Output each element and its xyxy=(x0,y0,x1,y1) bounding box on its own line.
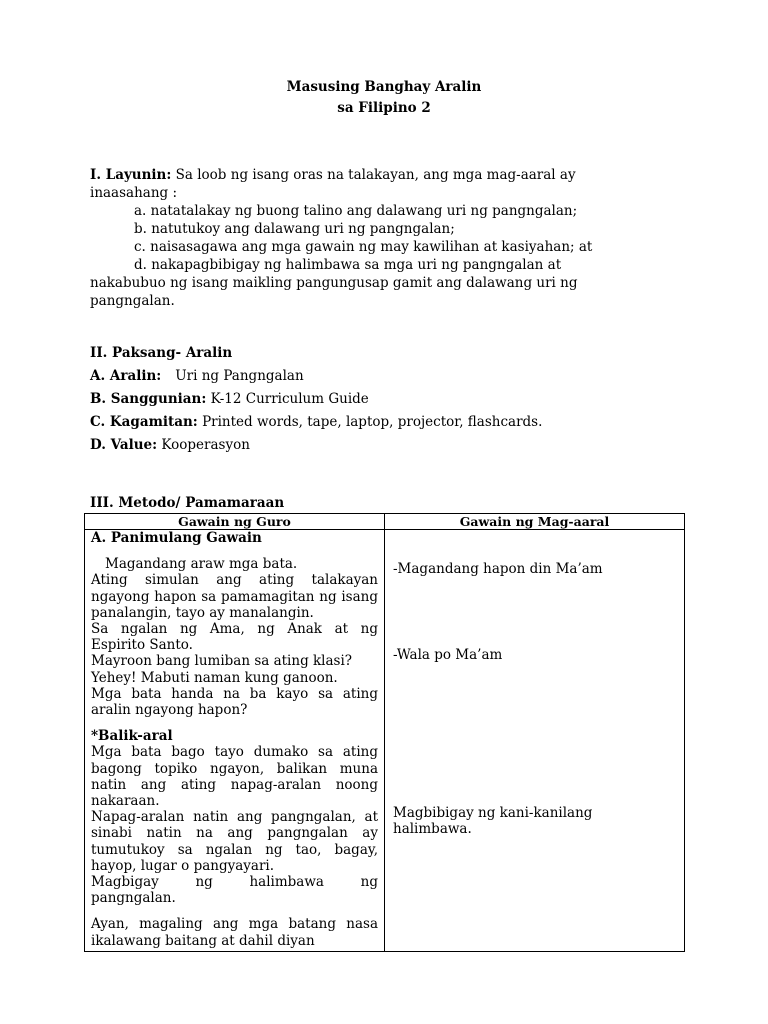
kagamitan-label: C. Kagamitan: xyxy=(90,414,198,430)
balik-paragraph-3-line xyxy=(91,874,378,890)
metodo-heading: III. Metodo/ Pamamaraan xyxy=(90,495,285,511)
kagamitan-line xyxy=(90,414,542,430)
balik-paragraph-1: Mga bata bago tayo dumako sa ating bagong topiko ngayon, balikan muna natin ang ating napag-aralan noong nakaraan. xyxy=(91,744,378,810)
objective-d-cont2: pangngalan. xyxy=(90,293,175,309)
guro-cell xyxy=(85,530,385,952)
response-examples xyxy=(393,805,592,837)
value-value: Kooperasyon xyxy=(157,437,250,453)
word: halimbawa xyxy=(249,874,324,891)
kagamitan-value: Printed words, tape, laptop, projector, flashcards. xyxy=(197,414,543,430)
paksa-heading: II. Paksang- Aralin xyxy=(90,345,233,361)
sanggunian-label: B. Sanggunian: xyxy=(90,391,207,407)
word: ng xyxy=(195,874,213,891)
objective-a: a. natatalakay ng buong talino ang dalawang uri ng pangngalan; xyxy=(134,203,578,219)
layunin-line xyxy=(90,167,576,183)
col-header-magaaral: Gawain ng Mag-aaral xyxy=(385,514,685,530)
document-subtitle: sa Filipino 2 xyxy=(337,100,431,116)
paragraph-sign-of-cross: Sa ngalan ng Ama, ng Anak at ng Espirito Santo. xyxy=(91,621,378,654)
response-greeting: -Magandang hapon din Ma’am xyxy=(393,561,603,577)
magaaral-cell xyxy=(385,530,685,952)
objective-d-cont1: nakabubuo ng isang maikling pangungusap gamit ang dalawang uri ng xyxy=(90,275,578,291)
layunin-intro-cont: inaasahang : xyxy=(90,185,178,201)
word: Magbigay xyxy=(91,874,159,891)
value-line xyxy=(90,437,250,453)
sanggunian-line xyxy=(90,391,369,407)
paragraph-absent: Mayroon bang lumiban sa ating klasi? xyxy=(91,653,353,670)
value-label: D. Value: xyxy=(90,437,158,453)
aralin-line xyxy=(90,368,304,384)
layunin-intro: Sa loob ng isang oras na talakayan, ang mga mag-aaral ay xyxy=(171,167,576,183)
procedure-table xyxy=(84,513,685,952)
table-row xyxy=(85,530,685,952)
paragraph-prayer: Ating simulan ang ating talakayan ngayong hapon sa pamamagitan ng isang panalangin, tayo ay manalangin. xyxy=(91,572,378,621)
balik-paragraph-2: Napag-aralan natin ang pangngalan, at sinabi natin na ang pangngalan ay tumutukoy sa ngalan ng tao, bagay, hayop, lugar o pangyayari. xyxy=(91,809,378,874)
response-examples-line2: halimbawa. xyxy=(393,821,472,837)
col-header-guro: Gawain ng Guro xyxy=(85,514,385,530)
paragraph-ready: Mga bata handa na ba kayo sa ating aralin ngayong hapon? xyxy=(91,685,378,719)
objective-b: b. natutukoy ang dalawang uri ng pangngalan; xyxy=(134,221,455,237)
balik-aral-heading: *Balik-aral xyxy=(91,728,173,745)
greeting: Magandang araw mga bata. xyxy=(105,556,298,573)
objective-c: c. naisasagawa ang mga gawain ng may kawilihan at kasiyahan; at xyxy=(134,239,593,255)
aralin-value: Uri ng Pangngalan xyxy=(175,368,304,384)
document-title: Masusing Banghay Aralin xyxy=(286,79,482,95)
paragraph-yehey: Yehey! Mabuti naman kung ganoon. xyxy=(91,669,338,686)
panimula-heading: A. Panimulang Gawain xyxy=(91,530,262,546)
word: ng xyxy=(360,874,378,891)
response-examples-line1: Magbibigay ng kani-kanilang xyxy=(393,805,593,821)
table-header-row xyxy=(85,514,685,530)
balik-paragraph-3-end: pangngalan. xyxy=(91,890,176,907)
aralin-label: A. Aralin: xyxy=(90,368,162,384)
balik-paragraph-4: Ayan, magaling ang mga batang nasa ikalawang baitang at dahil diyan xyxy=(91,916,378,949)
response-absent: -Wala po Ma’am xyxy=(393,647,503,663)
sanggunian-value: K-12 Curriculum Guide xyxy=(206,391,369,407)
objective-d: d. nakapagbibigay ng halimbawa sa mga uri ng pangngalan at xyxy=(134,257,562,273)
layunin-label: I. Layunin: xyxy=(90,167,172,183)
